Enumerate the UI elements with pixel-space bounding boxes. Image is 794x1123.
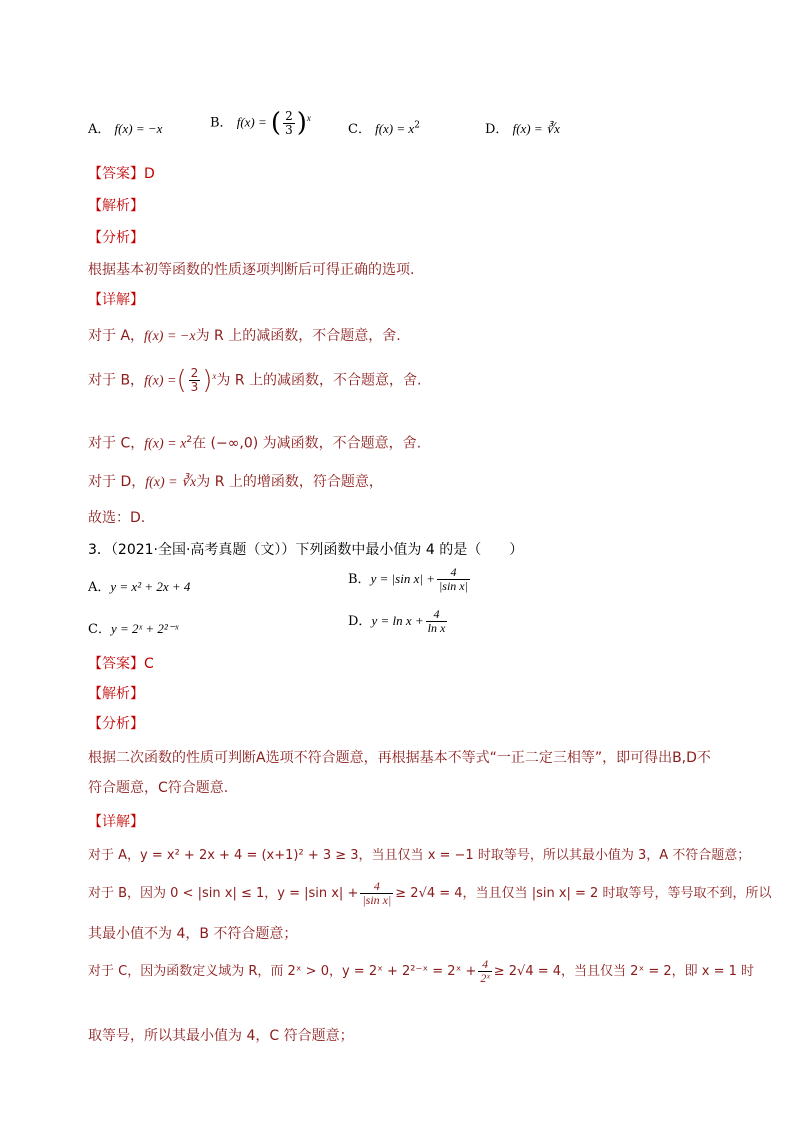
option-label: C． (88, 622, 111, 637)
q2-fenxi-tag: 【分析】 (88, 230, 144, 246)
q3-detail-a: 对于 A，y = x² + 2x + 4 = (x+1)² + 3 ≥ 3，当且仅当 x = −1 时取等号，所以其最小值为 3，A 不符合题意； (88, 848, 751, 863)
q3-fenxi-line1: 根据二次函数的性质可判断A选项不符合题意，再根据基本不等式“一正二定三相等”，即可得出B,D不 (88, 750, 711, 766)
option-formula: y = |sin x| + (370, 571, 435, 586)
option-formula: f(x) = −x (114, 121, 163, 136)
fraction: $\frac{4}{\text{|sin x|}}$ (438, 565, 468, 593)
option-formula: f(x) = ∛x (512, 121, 560, 136)
q3-detail-c: 对于 C，因为函数定义域为 R，而 2ˣ > 0，y = 2ˣ + 2²⁻ˣ = 2ˣ + $\frac{4}{\text{2ˣ}}$ ≥ 2√4 = 4，当且仅当 2ˣ = 2，即 x = 1 时 (88, 957, 755, 985)
q3-fenxi-tag: 【分析】 (88, 716, 144, 732)
q2-conclusion: 故选：D. (88, 510, 146, 526)
q3-analysis-tag: 【解析】 (88, 686, 144, 702)
fraction: $\frac{2}{3}$ (190, 366, 199, 395)
option-label: C． (348, 122, 371, 137)
fraction: $\frac{4}{\text{2ˣ}}$ (480, 957, 490, 985)
fraction: $\frac{4}{\text{|sin x|}}$ (362, 879, 392, 907)
q2-fenxi-text: 根据基本初等函数的性质逐项判断后可得正确的选项. (88, 262, 415, 278)
q3-option-c (88, 618, 178, 637)
q2-detail-c: 对于 C，$f(x) = x^2$在 (−∞,0) 为减函数，不合题意，舍. (88, 435, 422, 452)
q3-option-d (348, 608, 449, 635)
option-label: B． (348, 572, 371, 587)
q2-answer: 【答案】D (88, 166, 155, 182)
option-label: D． (485, 122, 509, 137)
q2-option-d (485, 118, 560, 137)
q3-detail-tag: 【详解】 (88, 814, 144, 830)
q3-option-a (88, 576, 190, 595)
q2-analysis-tag: 【解析】 (88, 198, 144, 214)
q2-detail-b: 对于 B，f(x) =( $\frac{2}{3}$ )$^x$为 R 上的减函数，不合题意，舍. (88, 365, 422, 396)
option-formula: y = 2ˣ + 2²⁻ˣ (110, 621, 179, 636)
q2-option-a (88, 118, 162, 137)
q3-answer: 【答案】C (88, 656, 154, 672)
option-formula: f(x) = x (375, 121, 415, 136)
q2-detail-a: 对于 A，f(x) = −x为 R 上的减函数，不合题意，舍. (88, 328, 401, 344)
option-label: A． (88, 122, 111, 137)
q3-option-b (348, 566, 472, 593)
q2-detail-tag: 【详解】 (88, 292, 144, 308)
option-label: A． (88, 580, 111, 595)
option-formula: f(x) = (236, 114, 267, 130)
q3-stem: 3．（2021·全国·高考真题（文））下列函数中最小值为 4 的是（ ） (88, 542, 524, 558)
option-formula: y = x² + 2x + 4 (110, 579, 191, 594)
q2-detail-d: 对于 D，f(x) = ∛x为 R 上的增函数，符合题意， (88, 474, 383, 490)
option-label: B． (210, 115, 233, 131)
option-formula: y = ln x + (371, 613, 424, 628)
q3-detail-c-line2: 取等号，所以其最小值为 4，C 符合题意； (88, 1028, 354, 1044)
q3-detail-b-line2: 其最小值不为 4，B 不符合题意； (88, 926, 298, 942)
option-label: D． (348, 614, 372, 629)
q3-detail-b: 对于 B，因为 0 < |sin x| ≤ 1，y = |sin x| + $\frac{4}{\text{|sin x|}}$ ≥ 2√4 = 4，当且仅当 |sin x| = 2 时取等号，等号取不到，所以 (88, 879, 772, 907)
q3-fenxi-line2: 符合题意，C符合题意. (88, 780, 229, 796)
q2-option-b: B． f(x) = ( $\frac{2}{3}$ )$^x$ (210, 108, 311, 138)
q2-option-c: C． $f(x) = x^2$ (348, 120, 420, 137)
fraction: $\frac{2}{3}$ (285, 108, 293, 137)
fraction: $\frac{4}{\text{ln x}}$ (427, 607, 446, 635)
